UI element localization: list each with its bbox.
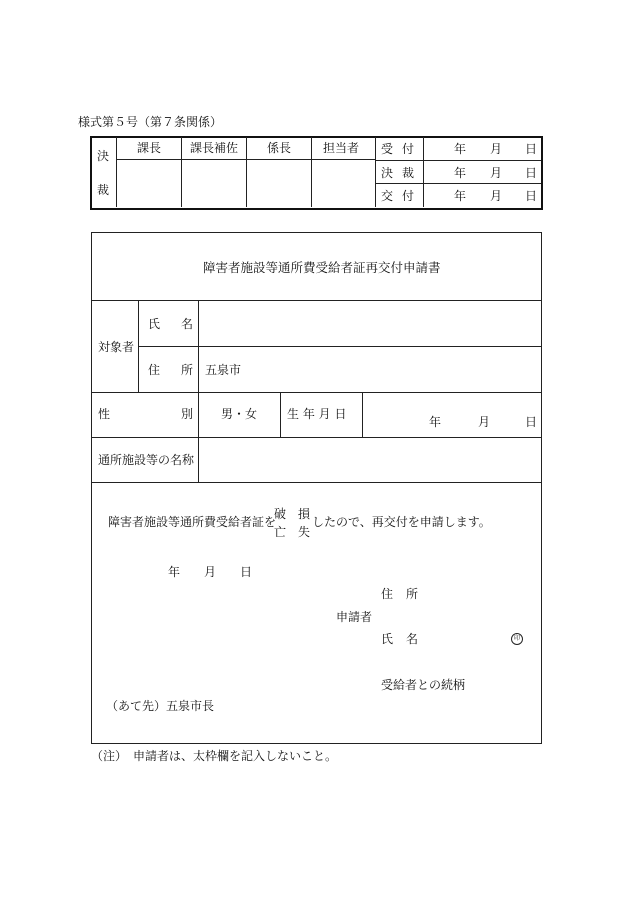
step-issued-day: 日 xyxy=(525,189,538,203)
approval-side-bottom: 裁 xyxy=(97,183,110,197)
subject-label: 対象者 xyxy=(98,340,135,354)
step-received-day: 日 xyxy=(525,142,538,156)
statement-suffix: したので、再交付を申請します。 xyxy=(312,515,491,529)
role-subsection-chief: 係長 xyxy=(267,141,292,155)
seal-mark: 印 xyxy=(511,633,523,645)
step-issued-month: 月 xyxy=(490,189,503,203)
facility-label: 通所施設等の名称 xyxy=(98,453,195,467)
statement-prefix: 障害者施設等通所費受給者証を xyxy=(108,515,277,529)
step-issued-a: 交 xyxy=(381,189,394,203)
footnote: （注） 申請者は、太枠欄を記入しないこと。 xyxy=(91,749,338,763)
form-title: 障害者施設等通所費受給者証再交付申請書 xyxy=(203,260,441,275)
option-lost-a[interactable]: 亡 xyxy=(274,525,287,539)
date-day: 日 xyxy=(240,565,253,579)
dob-day: 日 xyxy=(525,415,538,429)
applicant-name-a: 氏 xyxy=(381,632,394,646)
step-received-year: 年 xyxy=(454,142,467,156)
dob-year: 年 xyxy=(429,415,442,429)
role-section-chief: 課長 xyxy=(137,141,162,155)
step-received-b: 付 xyxy=(402,142,415,156)
name-label-b: 名 xyxy=(181,317,194,331)
applicant-name-b: 名 xyxy=(406,632,419,646)
role-deputy-chief: 課長補佐 xyxy=(190,141,239,155)
name-field[interactable] xyxy=(199,301,540,346)
step-received-month: 月 xyxy=(490,142,503,156)
option-damaged-b[interactable]: 損 xyxy=(298,507,311,521)
option-damaged-a[interactable]: 破 xyxy=(274,507,287,521)
step-issued-b: 付 xyxy=(402,189,415,203)
sex-label-b: 別 xyxy=(181,407,194,421)
address-label-b: 所 xyxy=(181,363,194,377)
facility-field[interactable] xyxy=(199,438,540,482)
applicant-label: 申請者 xyxy=(336,610,373,624)
date-month: 月 xyxy=(204,565,217,579)
address-label-a: 住 xyxy=(148,363,161,377)
sex-value[interactable]: 男・女 xyxy=(221,407,258,421)
step-decision-day: 日 xyxy=(525,166,538,180)
date-year: 年 xyxy=(168,565,181,579)
role-person-in-charge: 担当者 xyxy=(323,141,360,155)
step-decision-a: 決 xyxy=(381,166,394,180)
step-issued-year: 年 xyxy=(454,189,467,203)
step-received-a: 受 xyxy=(381,142,394,156)
sex-label-a: 性 xyxy=(98,407,111,421)
form-number: 様式第５号（第７条関係） xyxy=(78,115,223,129)
addressee: （あて先）五泉市長 xyxy=(106,699,215,713)
relation-label: 受給者との続柄 xyxy=(381,678,466,692)
applicant-address-b: 所 xyxy=(406,587,419,601)
address-value[interactable]: 五泉市 xyxy=(205,363,242,377)
approval-side-top: 決 xyxy=(97,149,110,163)
step-decision-year: 年 xyxy=(454,166,467,180)
step-decision-month: 月 xyxy=(490,166,503,180)
applicant-address-a: 住 xyxy=(381,587,394,601)
option-lost-b[interactable]: 失 xyxy=(298,525,311,539)
name-label-a: 氏 xyxy=(148,317,161,331)
dob-month: 月 xyxy=(478,415,491,429)
step-decision-b: 裁 xyxy=(402,166,415,180)
dob-label: 生 年 月 日 xyxy=(287,407,347,421)
